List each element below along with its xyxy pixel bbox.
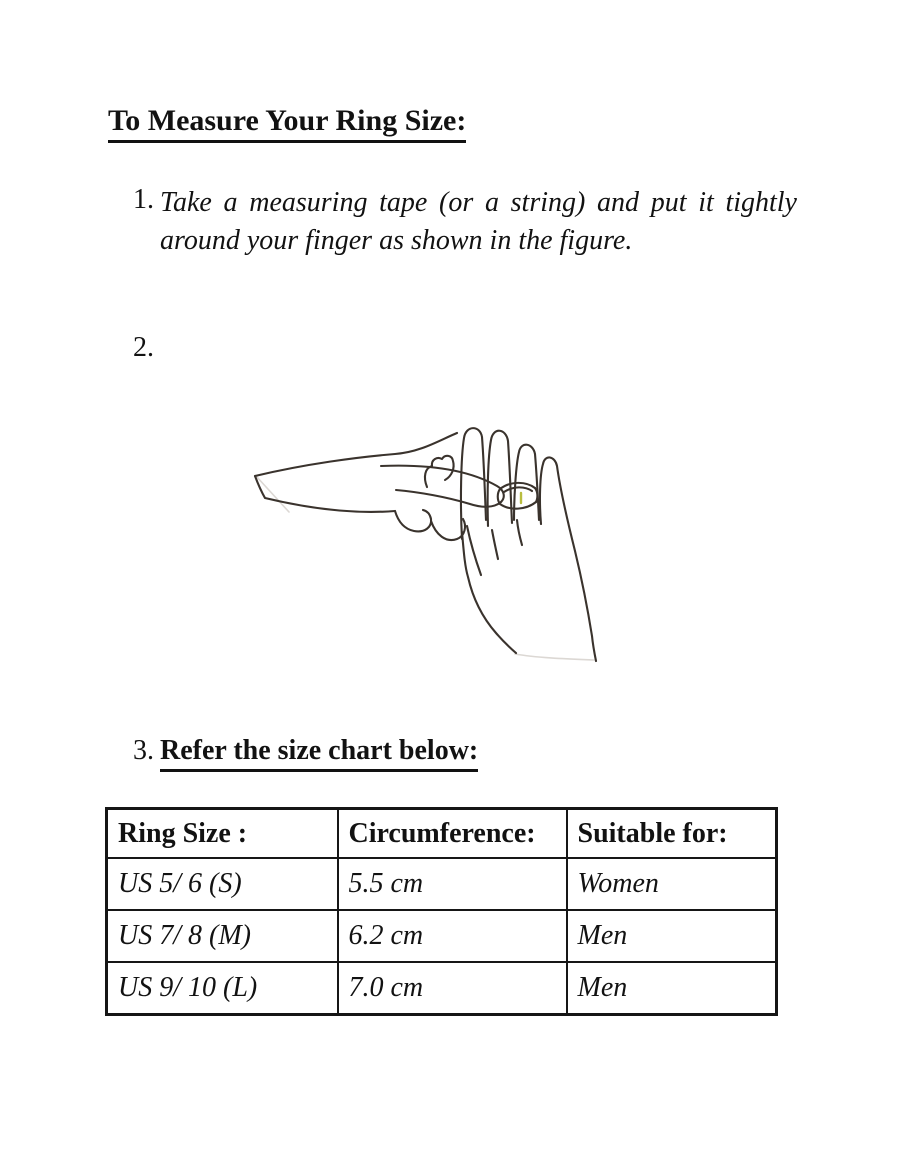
cell-circumference: 6.2 cm [338, 910, 567, 962]
step-1-line-1: Take a measuring tape (or a string) and put it tightly [160, 187, 797, 218]
page-title-text: To Measure Your Ring Size: [108, 104, 466, 143]
cell-suitable-for: Men [567, 962, 777, 1015]
table-header-row [107, 809, 777, 859]
cell-ring-size: US 7/ 8 (M) [107, 910, 338, 962]
cell-suitable-for: Women [567, 858, 777, 910]
step-3-label: Refer the size chart below: [160, 735, 478, 772]
header-suitable-for: Suitable for: [567, 809, 777, 859]
step-1-number: 1. [133, 184, 154, 215]
table-row [107, 910, 777, 962]
table-row [107, 858, 777, 910]
page-title [108, 104, 466, 143]
header-circumference: Circumference: [338, 809, 567, 859]
step-3 [133, 735, 478, 772]
step-2-number: 2. [133, 332, 154, 363]
cell-ring-size: US 9/ 10 (L) [107, 962, 338, 1015]
step-1-line-2: around your finger as shown in the figure. [160, 225, 633, 256]
step-1-text [160, 184, 797, 260]
cell-ring-size: US 5/ 6 (S) [107, 858, 338, 910]
hand-measuring-figure-illustration [233, 408, 633, 693]
cell-circumference: 7.0 cm [338, 962, 567, 1015]
step-2 [133, 332, 160, 364]
step-3-number: 3. [133, 735, 154, 766]
header-ring-size: Ring Size : [107, 809, 338, 859]
cell-circumference: 5.5 cm [338, 858, 567, 910]
ring-size-chart-table [105, 807, 778, 1016]
step-1 [133, 184, 797, 260]
cell-suitable-for: Men [567, 910, 777, 962]
table-row [107, 962, 777, 1015]
